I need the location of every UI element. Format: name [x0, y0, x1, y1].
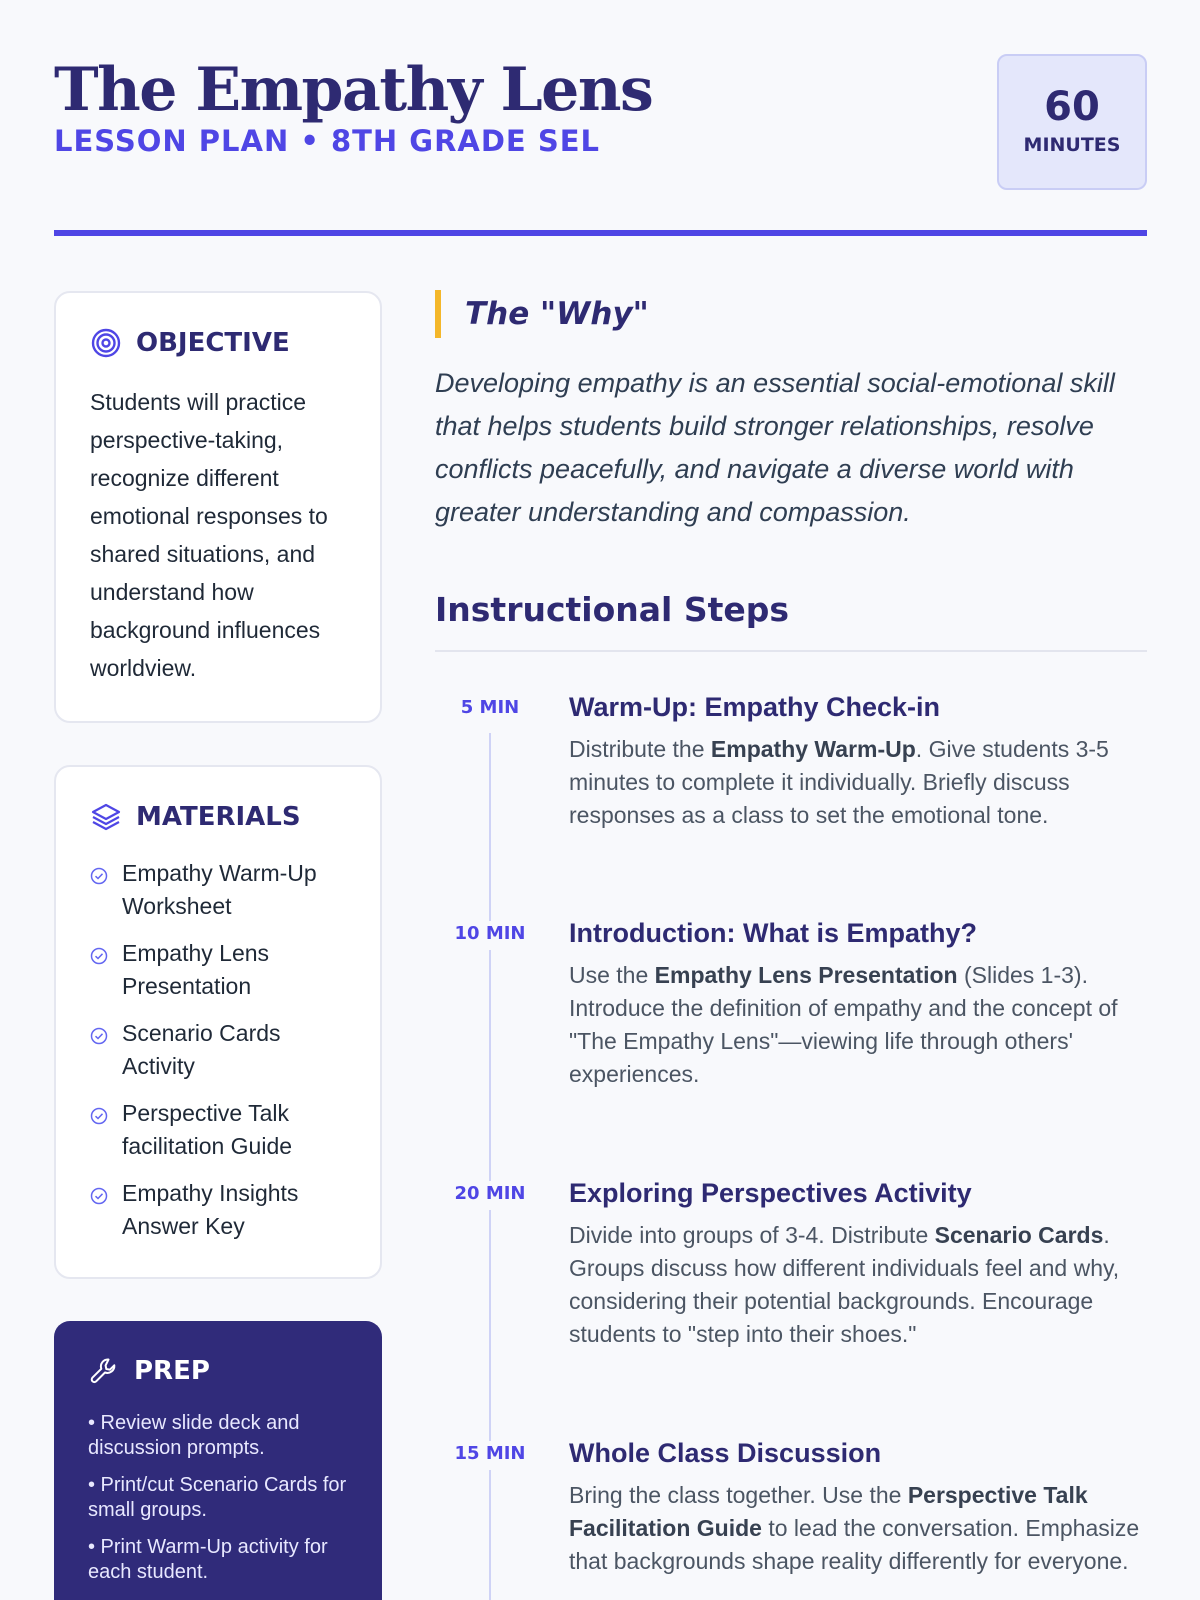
material-label: Scenario Cards Activity — [122, 1020, 281, 1079]
check-circle-icon — [90, 867, 108, 885]
why-section — [435, 290, 1147, 534]
list-item: • Print Warm-Up activity for each student. — [88, 1536, 328, 1583]
layers-icon — [90, 801, 122, 833]
why-heading — [435, 290, 1147, 338]
check-circle-icon — [90, 1187, 108, 1205]
check-circle-icon — [90, 1107, 108, 1125]
step-desc: Distribute the Empathy Warm-Up. Give students 3-5 minutes to complete it individually. Briefly discuss responses as a class to set the emotional tone. — [569, 736, 1109, 828]
step-time: 15 MIN — [435, 1441, 545, 1470]
list-item: • Review slide deck and discussion prompts. — [88, 1412, 300, 1459]
step-desc: Divide into groups of 3-4. Distribute Scenario Cards. Groups discuss how different individuals feel and why, considering their potential backgrounds. Encourage students to "step into their shoes." — [569, 1222, 1120, 1347]
duration-badge — [997, 54, 1147, 190]
material-label: Empathy Lens Presentation — [122, 940, 270, 999]
list-item — [90, 1177, 356, 1243]
page-subtitle: LESSON PLAN • 8TH GRADE SEL — [54, 124, 601, 158]
step-desc: Use the Empathy Lens Presentation (Slides 1-3). Introduce the definition of empathy and the concept of "The Empathy Lens"—viewing life through others' experiences. — [569, 962, 1118, 1087]
lesson-header — [54, 54, 1147, 194]
step-title: Warm-Up: Empathy Check-in — [569, 692, 941, 722]
step-time: 5 MIN — [435, 695, 545, 724]
duration-unit: MINUTES — [1023, 134, 1121, 156]
materials-list — [90, 857, 356, 1243]
step-title: Introduction: What is Empathy? — [569, 918, 977, 948]
objective-text: Students will practice perspective-taking, recognize different emotional responses to shared situations, and understand how background influences worldview. — [90, 389, 328, 681]
why-title: The "Why" — [465, 296, 649, 332]
prep-card — [54, 1321, 382, 1600]
list-item — [90, 857, 356, 923]
steps-title: Instructional Steps — [435, 590, 790, 629]
step-title: Exploring Perspectives Activity — [569, 1178, 972, 1208]
why-text: Developing empathy is an essential social-emotional skill that helps students build stronger relationships, resolve conflicts peacefully, and navigate a diverse world with greater understanding and compassion. — [435, 368, 1115, 527]
step-time: 10 MIN — [435, 921, 545, 950]
material-label: Empathy Warm-Up Worksheet — [122, 860, 317, 919]
materials-card — [54, 765, 382, 1279]
list-item — [90, 1017, 356, 1083]
header-divider — [54, 230, 1147, 236]
materials-title: MATERIALS — [136, 802, 301, 832]
page-title: The Empathy Lens — [54, 55, 653, 125]
material-label: Perspective Talk facilitation Guide — [122, 1100, 293, 1159]
list-item — [90, 1097, 356, 1163]
check-circle-icon — [90, 947, 108, 965]
prep-list — [88, 1411, 358, 1585]
step-time: 20 MIN — [435, 1181, 545, 1210]
objective-title: OBJECTIVE — [136, 328, 290, 358]
material-label: Empathy Insights Answer Key — [122, 1180, 299, 1239]
step-desc: Bring the class together. Use the Perspective Talk Facilitation Guide to lead the conversation. Emphasize that backgrounds shape reality differently for everyone. — [569, 1482, 1140, 1574]
step-title: Whole Class Discussion — [569, 1438, 882, 1468]
target-icon — [90, 327, 122, 359]
prep-title: PREP — [134, 1356, 210, 1386]
wrench-icon — [88, 1355, 120, 1387]
list-item: • Print/cut Scenario Cards for small groups. — [88, 1474, 347, 1521]
list-item — [90, 937, 356, 1003]
duration-value: 60 — [1044, 84, 1100, 130]
steps-divider — [435, 650, 1147, 652]
check-circle-icon — [90, 1027, 108, 1045]
objective-card — [54, 291, 382, 723]
